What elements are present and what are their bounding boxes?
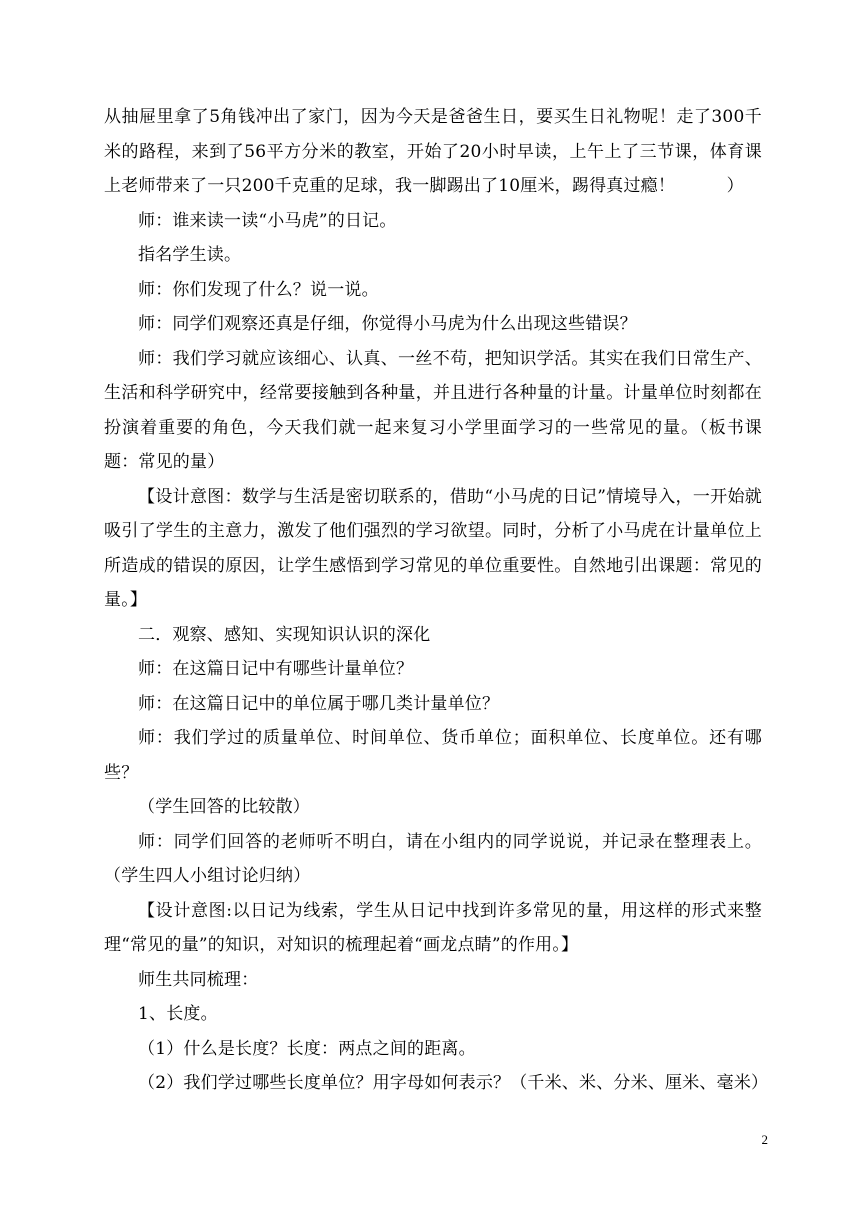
paragraph-diary-text: 从抽屉里拿了5角钱冲出了家门，因为今天是爸爸生日，要买生日礼物呢！走了300千米的路程，来到了56平方分米的教室，开始了20小时早读，上午上了三节课，体育课上老师带来了一只200千克重的足球，我一脚踢出了10厘米，踢得真过瘾！ ） [104, 107, 762, 196]
list-item-length: 1、长度。 [138, 1004, 218, 1024]
paragraph-teacher-what-found: 师：你们发现了什么？说一说。 [138, 279, 379, 300]
paragraph-teacher-learned-units: 师：我们学过的质量单位、时间单位、货币单位；面积单位、长度单位。还有哪些？ [104, 728, 762, 783]
section-heading-observe: 二．观察、感知、实现知识认识的深化 [138, 624, 431, 645]
page-number: 2 [761, 1132, 768, 1147]
paragraph-student-reads: 指名学生读。 [138, 245, 242, 265]
paragraph-teacher-group-discussion: 师：同学们回答的老师听不明白，请在小组内的同学说说，并记录在整理表上。（学生四人小组讨论归纳） [104, 831, 762, 886]
list-item-what-is-length: （1）什么是长度？长度：两点之间的距离。 [138, 1038, 476, 1059]
document-body [104, 100, 769, 1101]
paragraph-teacher-why-errors: 师：同学们观察还真是仔细，你觉得小马虎为什么出现这些错误？ [138, 314, 637, 334]
paragraph-teacher-introduce-topic: 师：我们学习就应该细心、认真、一丝不苟，把知识学活。其实在我们日常生产、生活和科学研究中，经常要接触到各种量，并且进行各种量的计量。计量单位时刻都在扮演着重要的角色，今天我们就一起来复习小学里面学习的一些常见的量。（板书课题：常见的量） [104, 348, 762, 472]
paragraph-joint-review: 师生共同梳理： [138, 969, 259, 990]
paragraph-student-answers: （学生回答的比较散） [138, 797, 310, 817]
list-item-length-units: （2）我们学过哪些长度单位？用字母如何表示？（千米、米、分米、厘米、毫米） [138, 1073, 769, 1093]
paragraph-teacher-unit-categories: 师：在这篇日记中的单位属于哪几类计量单位？ [138, 693, 500, 714]
paragraph-teacher-which-units: 师：在这篇日记中有哪些计量单位？ [138, 659, 414, 679]
paragraph-design-intent-1: 【设计意图：数学与生活是密切联系的，借助“小马虎的日记”情境导入，一开始就吸引了学生的主意力，激发了他们强烈的学习欲望。同时，分析了小马虎在计量单位上所造成的错误的原因，让学生感悟到学习常见的单位重要性。自然地引出课题：常见的量。】 [104, 486, 762, 610]
paragraph-teacher-read-diary: 师：谁来读一读“小马虎”的日记。 [138, 210, 397, 231]
paragraph-design-intent-2: 【设计意图:以日记为线索，学生从日记中找到许多常见的量，用这样的形式来整理“常见的量”的知识，对知识的梳理起着“画龙点睛”的作用。】 [104, 900, 762, 955]
